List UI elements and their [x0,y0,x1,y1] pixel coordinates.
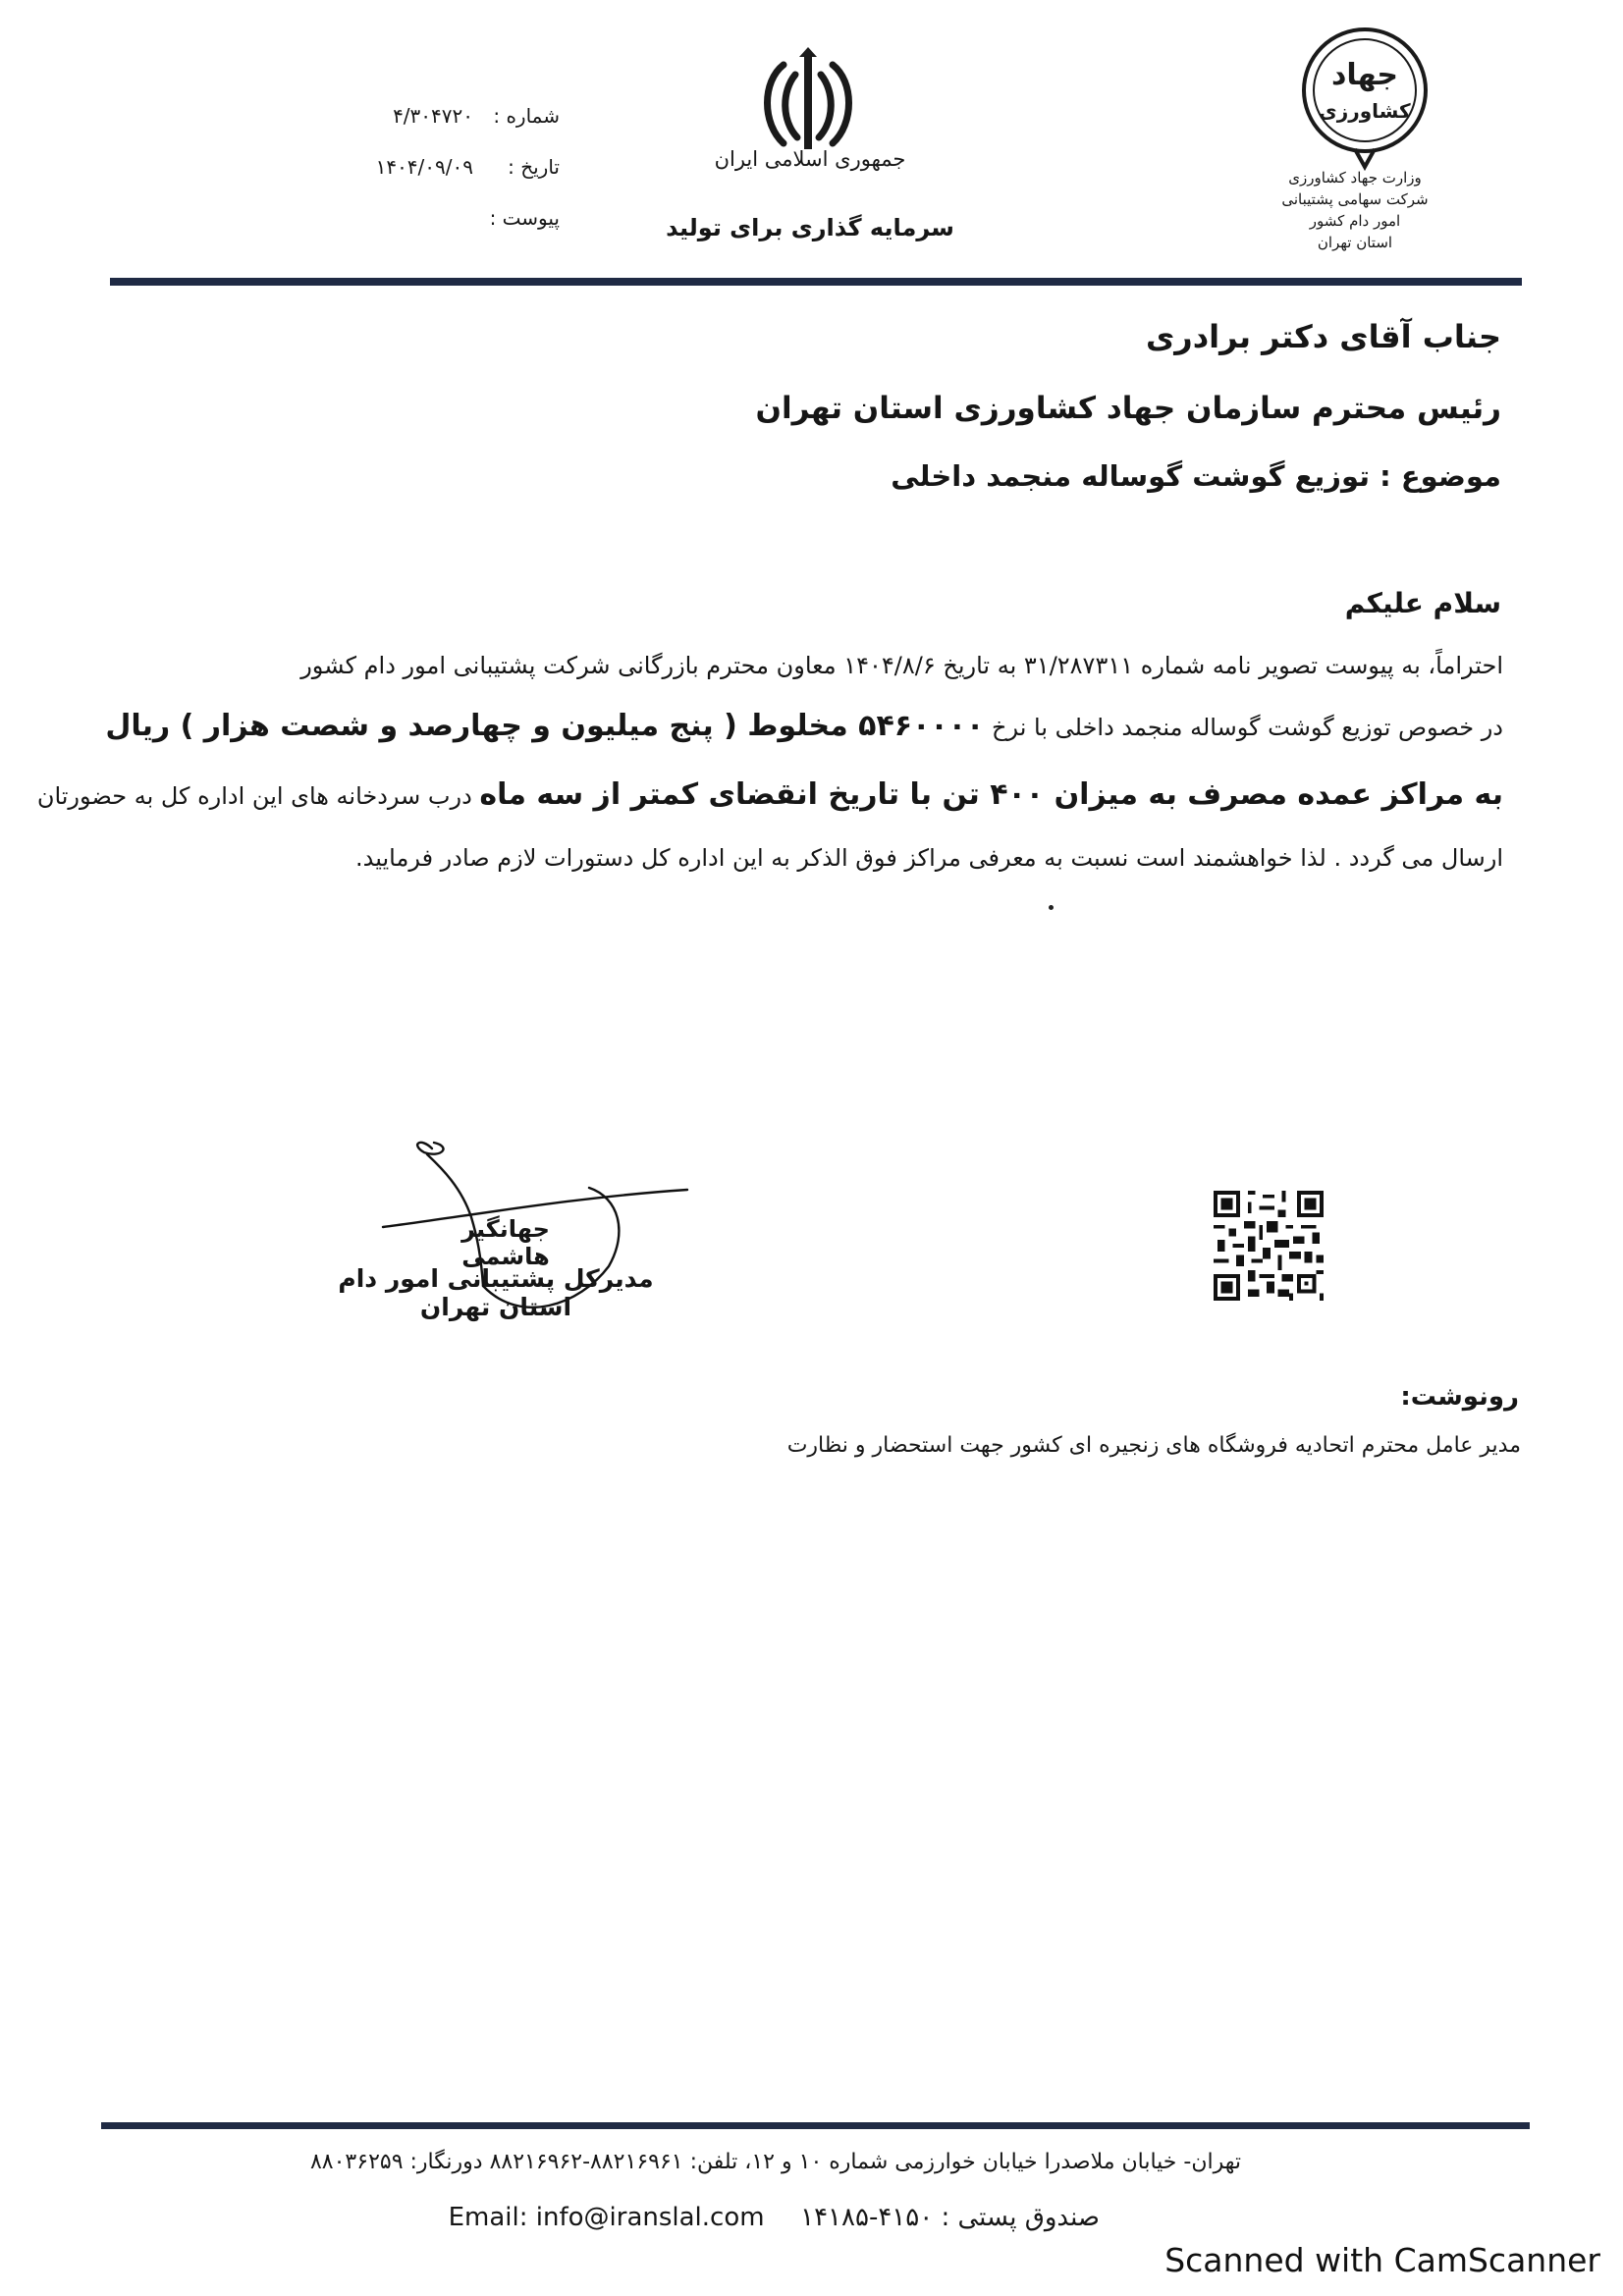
letter-date-value: ۱۴۰۴/۰۹/۰۹ [375,155,473,179]
emblem-caption: جمهوری اسلامی ایران [714,147,906,171]
letter-subject: موضوع : توزیع گوشت گوساله منجمد داخلی [891,459,1501,493]
signatory-title: مدیرکل پشتیبانی امور دام استان تهران [338,1264,654,1321]
letter-date-label: تاریخ : [508,155,560,179]
body-line-3-quantity: به مراکز عمده مصرف به میزان ۴۰۰ تن با تاریخ انقضای کمتر از سه ماه [479,777,1503,812]
body-line-3 [37,777,1503,812]
body-line-1: احتراماً، به پیوست تصویر نامه شماره ۳۱/۲۸۷۳۱۱ به تاریخ ۱۴۰۴/۸/۶ معاون محترم بازرگانی شرکت پشتیبانی امور دام کشور [300,652,1503,679]
logo-caption-line: استان تهران [1317,234,1393,251]
logo-caption-line: شرکت سهامی پشتیبانی امور دام کشور [1281,190,1429,230]
qr-code [1214,1189,1324,1303]
header-divider [110,278,1522,286]
body-line-3-text: درب سردخانه های این اداره کل به حضورتان [36,782,472,810]
logo-caption-line: وزارت جهاد کشاورزی [1288,169,1422,187]
signatory-name: جهانگیر هاشمی [461,1215,550,1270]
footer-contact [448,2203,1100,2232]
letter-number-value: ۴/۳۰۴۷۲۰ [393,104,473,128]
jahad-keshavarzi-logo-icon [1286,20,1443,177]
letter-date-row [324,141,560,192]
letter-number-row [324,90,560,141]
addressee-name: جناب آقای دکتر برادری [1145,318,1501,355]
letter-attachment-label: پیوست : [489,206,560,230]
letter-meta [324,90,560,243]
body-line-4: ارسال می گردد . لذا خواهشمند است نسبت به معرفی مراکز فوق الذکر به این اداره کل دستورات لازم صادر فرمایید. [355,844,1503,872]
stray-dot [1049,905,1054,910]
letter-attachment-row [324,192,560,243]
body-line-2-text: در خصوص توزیع گوشت گوساله منجمد داخلی با نرخ [991,714,1503,741]
logo-caption [1276,167,1434,253]
svg-text:جهاد: جهاد [1330,58,1399,92]
footer-postal: صندوق پستی : ۴۱۵۰-۱۴۱۸۵ [800,2203,1100,2232]
addressee-title: رئیس محترم سازمان جهاد کشاورزی استان تهران [755,391,1501,426]
body-line-2 [105,709,1503,743]
letter-number-label: شماره : [493,104,560,128]
greeting: سلام علیکم [1344,587,1501,619]
camscanner-watermark: Scanned with CamScanner [1164,2241,1600,2279]
svg-text:کشاورزی: کشاورزی [1319,99,1411,123]
copy-to-label: رونوشت: [1400,1382,1519,1412]
footer-divider [101,2122,1530,2129]
copy-to-recipient: مدیر عامل محترم اتحادیه فروشگاه های زنجیره ای کشور جهت استحضار و نظارت [786,1433,1521,1458]
year-motto: سرمایه گذاری برای تولید [666,214,954,241]
footer-address: تهران- خیابان ملاصدرا خیابان خوارزمی شماره ۱۰ و ۱۲، تلفن: ۸۸۲۱۶۹۶۱-۸۸۲۱۶۹۶۲ دورنگار: ۸۸۰۳۶۲۵۹ [309,2150,1242,2174]
footer-email: Email: info@iranslal.com [448,2203,765,2232]
body-line-2-price: ۵۴۶۰۰۰۰ مخلوط ( پنج میلیون و چهارصد و شصت هزار ) ریال [105,709,985,743]
iran-emblem-icon [754,47,862,160]
